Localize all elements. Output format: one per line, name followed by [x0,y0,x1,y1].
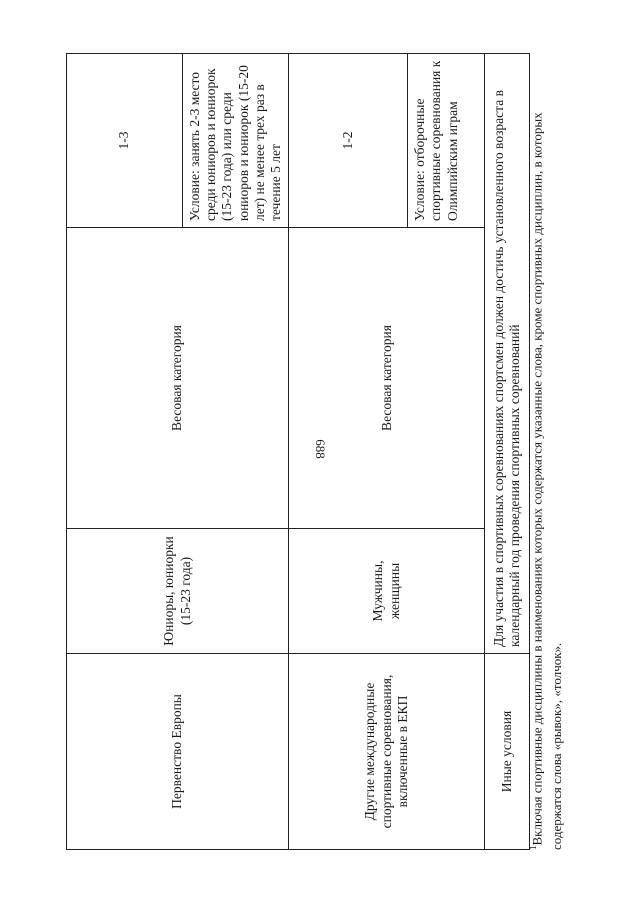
page-number: 688 [313,439,328,459]
cell-condition-europe: Условие: занять 2-3 место среди юниоров и юниорок (15-23 года) или среди юниоров и юниорок (15-20 лет) не менее трех раз в течение 5 лет [183,54,289,228]
table-row-other-places [289,54,408,850]
cell-other-conditions-label: Иные условия [485,654,530,850]
cell-places-europe: 1-3 [67,54,183,228]
footnote-text: Включая спортивные дисциплины в наименованиях которых содержатся указанные слова, кроме спортивных дисциплин, в которых содержатся слова «рывок», «толчок». [529,112,565,850]
cell-disciplines-other: Весовая категория [289,228,485,529]
cell-competition-other: Другие международные спортивные соревнования, включенные в ЕКП [289,654,485,850]
cell-age-group-europe: Юниоры, юниорки (15-23 года) [67,529,289,654]
cell-competition-europe: Первенство Европы [67,654,289,850]
table-row-europe-places [67,54,183,850]
cell-places-other: 1-2 [289,54,408,228]
footnote-marker: 1 [528,845,538,850]
sports-table [66,53,530,850]
table-row-other-conditions [485,54,530,850]
cell-other-conditions-text: Для участия в спортивных соревнованиях спортсмен должен достичь установленного возраста в календарный год проведения спортивных соревнований [485,54,530,654]
cell-condition-other: Условие: отборочные спортивные соревнования к Олимпийским играм [408,54,485,228]
cell-age-group-other: Мужчины, женщины [289,529,485,654]
footnote [527,54,568,850]
cell-disciplines-europe: Весовая категория [67,228,289,529]
